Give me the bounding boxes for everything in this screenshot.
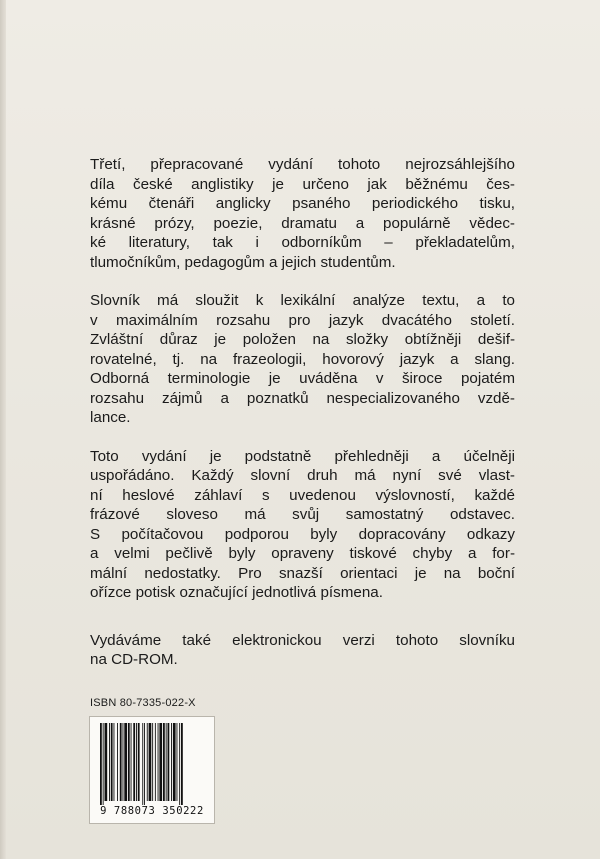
text-line: v maximálním rozsahu pro jazyk dvacátého století. [90, 311, 515, 329]
paragraph-2 [90, 291, 515, 428]
text-line: a velmi pečlivě byly opraveny tiskové chyby a for- [90, 545, 515, 562]
text-line: rozsahu zájmů a poznatků nespecializovaného vzdě- [90, 389, 515, 407]
barcode-bar [166, 723, 167, 801]
barcode-bar [109, 723, 110, 801]
text-line: ní heslové záhlaví s uvedenou výslovností, každé [90, 486, 515, 504]
barcode-bars [94, 721, 210, 805]
barcode-bar [181, 723, 183, 805]
barcode-bar [133, 723, 135, 801]
barcode-bar [142, 723, 143, 805]
barcode-bar [163, 723, 165, 801]
text-line: Třetí, přepracované vydání tohoto nejrozsáhlejšího [90, 156, 515, 173]
barcode-bar [168, 723, 170, 801]
barcode-bar [152, 723, 153, 801]
text-line: ké literatury, tak i odborníkům – překladatelům, [90, 234, 515, 251]
barcode-bar [155, 723, 156, 801]
text-line: Zvláštní důraz je položen na složky obtížněji dešif- [90, 331, 515, 348]
barcode-bar [179, 723, 180, 805]
spine-edge [0, 0, 6, 859]
text-line: Odborná terminologie je uváděna v široce pojatém [90, 370, 515, 387]
paragraph-4 [90, 631, 515, 670]
paragraph-3 [90, 447, 515, 603]
text-line: uspořádáno. Každý slovní druh má nyní své vlast- [90, 467, 515, 484]
barcode [89, 716, 215, 824]
barcode-bar [120, 723, 122, 801]
barcode-bar [136, 723, 137, 801]
barcode-bar [123, 723, 124, 801]
barcode-bar [177, 723, 178, 801]
barcode-bar [159, 723, 162, 801]
text-line: Toto vydání je podstatně přehledněji a účelněji [90, 447, 515, 465]
barcode-bar [158, 723, 159, 801]
barcode-bar [117, 723, 118, 801]
text-line: Slovník má sloužit k lexikální analýze textu, a to [90, 292, 515, 309]
text-line: S počítačovou podporou byly dopracovány odkazy [90, 525, 515, 543]
barcode-bar [105, 723, 108, 801]
text-line: díla české anglistiky je určeno jak běžnému čes- [90, 175, 515, 193]
barcode-bar [114, 723, 115, 801]
text-line: mální nedostatky. Pro snazší orientaci je na boční [90, 564, 515, 582]
text-line: lance. [90, 409, 131, 426]
isbn-label: ISBN 80-7335-022-X [90, 697, 196, 709]
barcode-bar [131, 723, 132, 801]
barcode-digits: 9 788073 350222 [100, 805, 204, 817]
barcode-bar [111, 723, 113, 801]
barcode-bar [100, 723, 102, 805]
barcode-bar [138, 723, 140, 801]
paragraph-1 [90, 155, 515, 272]
barcode-bar [103, 723, 104, 805]
barcode-bar [147, 723, 148, 801]
text-line: Vydáváme také elektronickou verzi tohoto slovníku [90, 631, 515, 649]
text-line: rovatelné, tj. na frazeologii, hovorový jazyk a slang. [90, 350, 515, 368]
barcode-bar [149, 723, 152, 801]
text-line: na CD-ROM. [90, 651, 178, 668]
barcode-bar [173, 723, 176, 801]
text-line: ořízce potisk označující jednotlivá písmena. [90, 584, 383, 601]
blurb-text [90, 155, 515, 689]
barcode-bar [171, 723, 172, 801]
text-line: frázové sloveso má svůj samostatný odstavec. [90, 506, 515, 523]
text-line: tlumočníkům, pedagogům a jejich studentům. [90, 253, 396, 271]
barcode-bar [128, 723, 130, 801]
text-line: krásné prózy, poezie, dramatu a populárně vědec- [90, 214, 515, 232]
text-line: kému čtenáři anglicky psaného periodického tisku, [90, 195, 515, 212]
barcode-bar [144, 723, 145, 805]
barcode-bar [124, 723, 127, 801]
